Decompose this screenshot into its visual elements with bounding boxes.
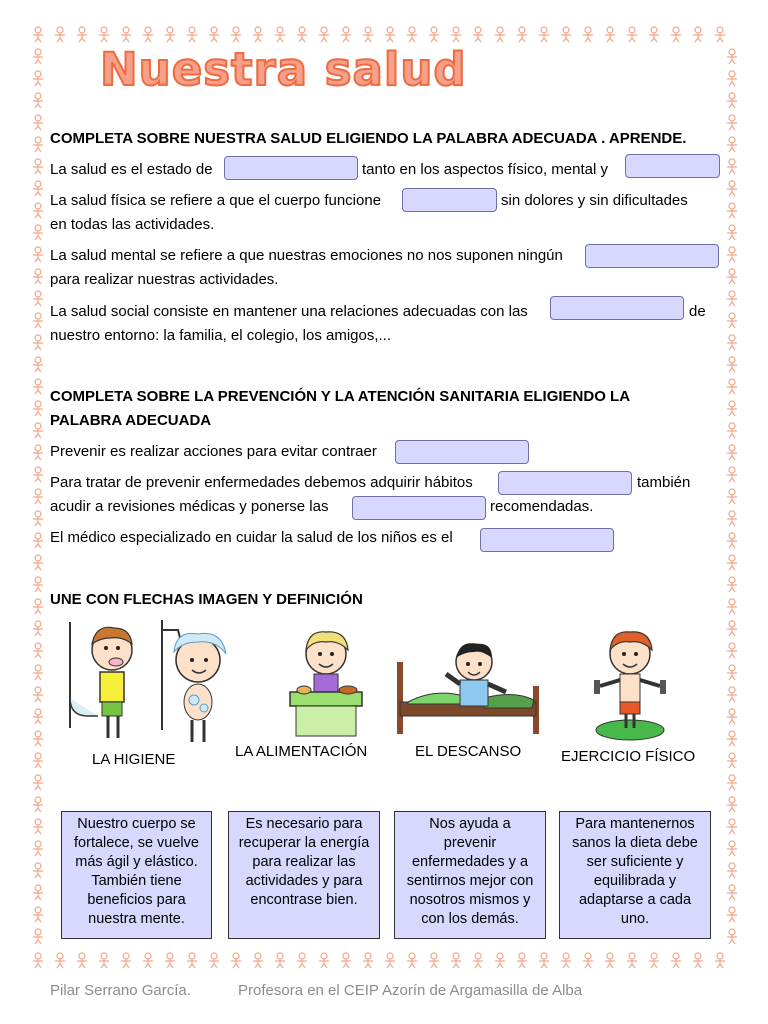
definition-line: para realizar las <box>252 854 356 870</box>
border-figure <box>727 863 737 878</box>
definition-line: Para mantenernos <box>575 816 695 832</box>
definition-line: nosotros mismos y <box>409 892 531 908</box>
answer-blank[interactable] <box>402 188 497 212</box>
border-figure <box>165 953 175 968</box>
border-figure <box>693 953 703 968</box>
border-figure <box>33 181 43 196</box>
border-figure <box>727 775 737 790</box>
border-figure <box>727 731 737 746</box>
text-line: tanto en los aspectos físico, mental y <box>362 161 608 178</box>
definition-line: actividades y para <box>245 873 363 889</box>
border-figure <box>727 687 737 702</box>
border-figure <box>727 511 737 526</box>
border-figure <box>33 819 43 834</box>
border-figure <box>727 401 737 416</box>
answer-blank[interactable] <box>352 496 486 520</box>
border-figure <box>55 953 65 968</box>
border-figure <box>727 489 737 504</box>
text-line: para realizar nuestras actividades. <box>50 271 279 288</box>
answer-blank[interactable] <box>585 244 719 268</box>
border-figure <box>33 577 43 592</box>
border-figure <box>143 953 153 968</box>
border-figure <box>407 953 417 968</box>
label-hygiene: LA HIGIENE <box>92 751 176 768</box>
border-figure <box>33 731 43 746</box>
border-figure <box>539 953 549 968</box>
border-figure <box>727 203 737 218</box>
border-figure <box>33 467 43 482</box>
border-figure <box>649 953 659 968</box>
border-figure <box>727 445 737 460</box>
border-figure <box>33 159 43 174</box>
border-figure <box>727 379 737 394</box>
hygiene-illustration <box>66 618 246 750</box>
page-title: Nuestra salud <box>100 43 467 96</box>
border-figure <box>33 929 43 944</box>
border-figure <box>33 533 43 548</box>
border-figure <box>727 137 737 152</box>
text-line: también <box>637 474 691 491</box>
border-figure <box>33 401 43 416</box>
border-figure <box>121 953 131 968</box>
text-line: Para tratar de prevenir enfermedades debemos adquirir hábitos <box>50 474 473 491</box>
border-figure <box>33 621 43 636</box>
border-figure <box>727 93 737 108</box>
border-figure <box>99 953 109 968</box>
border-figure <box>33 357 43 372</box>
border-figure <box>253 953 263 968</box>
border-figure <box>33 753 43 768</box>
border-figure <box>727 225 737 240</box>
answer-blank[interactable] <box>480 528 614 552</box>
border-figure <box>209 953 219 968</box>
definition-line: ser suficiente y <box>586 854 684 870</box>
border-figure <box>33 709 43 724</box>
border-figure <box>33 555 43 570</box>
border-figure <box>727 71 737 86</box>
definition-line: sanos la dieta debe <box>572 835 698 851</box>
label-rest: EL DESCANSO <box>415 743 522 760</box>
border-figure <box>451 953 461 968</box>
border-figure <box>33 665 43 680</box>
text-line: nuestro entorno: la familia, el colegio, los amigos,... <box>50 327 392 344</box>
border-figure <box>727 643 737 658</box>
border-figure <box>297 953 307 968</box>
border-figure <box>727 555 737 570</box>
border-figure <box>715 27 725 42</box>
border-figure <box>33 423 43 438</box>
border-figure <box>727 357 737 372</box>
border-figure <box>727 49 737 64</box>
text-line: El médico especializado en cuidar la salud de los niños es el <box>50 529 453 546</box>
border-figure <box>727 467 737 482</box>
border-figure <box>727 115 737 130</box>
text-line: La salud física se refiere a que el cuerpo funcione <box>50 192 382 209</box>
border-figure <box>727 753 737 768</box>
border-figure <box>517 953 527 968</box>
border-figure <box>605 953 615 968</box>
border-figure <box>715 953 725 968</box>
definition-box <box>61 811 212 939</box>
border-figure <box>727 291 737 306</box>
border-figure <box>727 907 737 922</box>
label-exercise: EJERCICIO FÍSICO <box>561 748 696 765</box>
text-line: de <box>689 303 706 320</box>
definition-line: fortalece, se vuelve <box>74 835 199 851</box>
border-figure <box>319 953 329 968</box>
section-heading: COMPLETA SOBRE LA PREVENCIÓN Y LA ATENCIÓN SANITARIA ELIGIENDO LA <box>50 388 631 405</box>
text-line: Prevenir es realizar acciones para evitar contraer <box>50 443 377 460</box>
text-line: La salud mental se refiere a que nuestras emociones no nos suponen ningún <box>50 247 563 264</box>
definition-line: beneficios para <box>87 892 186 908</box>
border-figure <box>727 577 737 592</box>
border-figure <box>33 335 43 350</box>
answer-blank[interactable] <box>395 440 529 464</box>
border-figure <box>363 953 373 968</box>
text-line: acudir a revisiones médicas y ponerse las <box>50 498 329 515</box>
definition-line: uno. <box>620 911 650 927</box>
answer-blank[interactable] <box>625 154 720 178</box>
border-figure <box>473 953 483 968</box>
border-figure <box>33 643 43 658</box>
border-figure <box>727 665 737 680</box>
border-figure <box>33 203 43 218</box>
border-figure <box>727 533 737 548</box>
border-figure <box>429 953 439 968</box>
border-figure <box>727 247 737 262</box>
border-figure <box>495 953 505 968</box>
answer-blank[interactable] <box>498 471 632 495</box>
footer-author: Pilar Serrano García. <box>50 982 191 999</box>
section-heading: COMPLETA SOBRE NUESTRA SALUD ELIGIENDO LA PALABRA ADECUADA . APRENDE. <box>50 130 687 147</box>
definition-line: También tiene <box>91 873 182 889</box>
definition-line: Nos ayuda a <box>429 816 511 832</box>
border-figure <box>33 687 43 702</box>
border-figure <box>727 181 737 196</box>
border-figure <box>727 929 737 944</box>
border-figure <box>727 709 737 724</box>
border-figure <box>727 841 737 856</box>
definition-line: adaptarse a cada <box>578 892 692 908</box>
border-figure <box>77 953 87 968</box>
border-figure <box>693 27 703 42</box>
definition-line: recuperar la energía <box>238 835 370 851</box>
border-figure <box>561 953 571 968</box>
definition-line: equilibrada y <box>593 873 677 889</box>
border-figure <box>671 953 681 968</box>
text-line: recomendadas. <box>490 498 594 515</box>
border-figure <box>33 291 43 306</box>
definition-line: Es necesario para <box>245 816 363 832</box>
border-figure <box>583 953 593 968</box>
border-figure <box>187 953 197 968</box>
definition-line: nuestra mente. <box>88 911 185 927</box>
border-figure <box>33 885 43 900</box>
border-figure <box>727 819 737 834</box>
border-figure <box>671 27 681 42</box>
border-figure <box>33 599 43 614</box>
border-figure <box>33 137 43 152</box>
definition-line: más ágil y elástico. <box>75 854 198 870</box>
border-figure <box>33 863 43 878</box>
border-figure <box>33 115 43 130</box>
border-figure <box>727 885 737 900</box>
border-figure <box>33 953 43 968</box>
rest-illustration <box>394 638 542 738</box>
answer-blank[interactable] <box>224 156 358 180</box>
definition-line: prevenir <box>443 835 497 851</box>
section-heading: UNE CON FLECHAS IMAGEN Y DEFINICIÓN <box>50 591 363 608</box>
border-figure <box>275 953 285 968</box>
border-figure <box>55 27 65 42</box>
border-figure <box>727 621 737 636</box>
text-line: La salud es el estado de <box>50 161 213 178</box>
border-figure <box>627 953 637 968</box>
definition-box <box>228 811 380 939</box>
border-figure <box>33 27 43 42</box>
border-figure <box>231 953 241 968</box>
border-figure <box>33 907 43 922</box>
border-figure <box>727 423 737 438</box>
definition-line: sentirnos mejor con <box>406 873 534 889</box>
border-figure <box>33 379 43 394</box>
border-figure <box>33 841 43 856</box>
border-figure <box>727 159 737 174</box>
text-line: en todas las actividades. <box>50 216 215 233</box>
text-line: sin dolores y sin dificultades <box>501 192 688 209</box>
border-figure <box>33 247 43 262</box>
border-figure <box>33 313 43 328</box>
answer-blank[interactable] <box>550 296 684 320</box>
border-figure <box>385 953 395 968</box>
border-figure <box>33 775 43 790</box>
border-figure <box>727 313 737 328</box>
border-figure <box>649 27 659 42</box>
border-figure <box>33 511 43 526</box>
border-figure <box>33 49 43 64</box>
definition-line: Nuestro cuerpo se <box>77 816 196 832</box>
definition-line: encontrase bien. <box>250 892 358 908</box>
definition-line: enfermedades y a <box>411 854 529 870</box>
definition-box <box>394 811 546 939</box>
border-figure <box>33 445 43 460</box>
footer-role: Profesora en el CEIP Azorín de Argamasilla de Alba <box>238 982 583 999</box>
border-figure <box>33 489 43 504</box>
border-figure <box>33 269 43 284</box>
border-figure <box>727 335 737 350</box>
exercise-illustration <box>590 624 670 744</box>
label-food: LA ALIMENTACIÓN <box>235 743 368 760</box>
definition-box <box>559 811 711 939</box>
text-line: La salud social consiste en mantener una relaciones adecuadas con las <box>50 303 528 320</box>
border-figure <box>727 599 737 614</box>
border-figure <box>341 953 351 968</box>
border-figure <box>33 71 43 86</box>
border-figure <box>33 93 43 108</box>
definition-line: con los demás. <box>421 911 519 927</box>
border-figure <box>33 797 43 812</box>
border-figure <box>727 797 737 812</box>
border-figure <box>77 27 87 42</box>
border-figure <box>727 269 737 284</box>
border-figure <box>33 225 43 240</box>
section-heading: PALABRA ADECUADA <box>50 412 212 429</box>
food-illustration <box>286 624 366 738</box>
